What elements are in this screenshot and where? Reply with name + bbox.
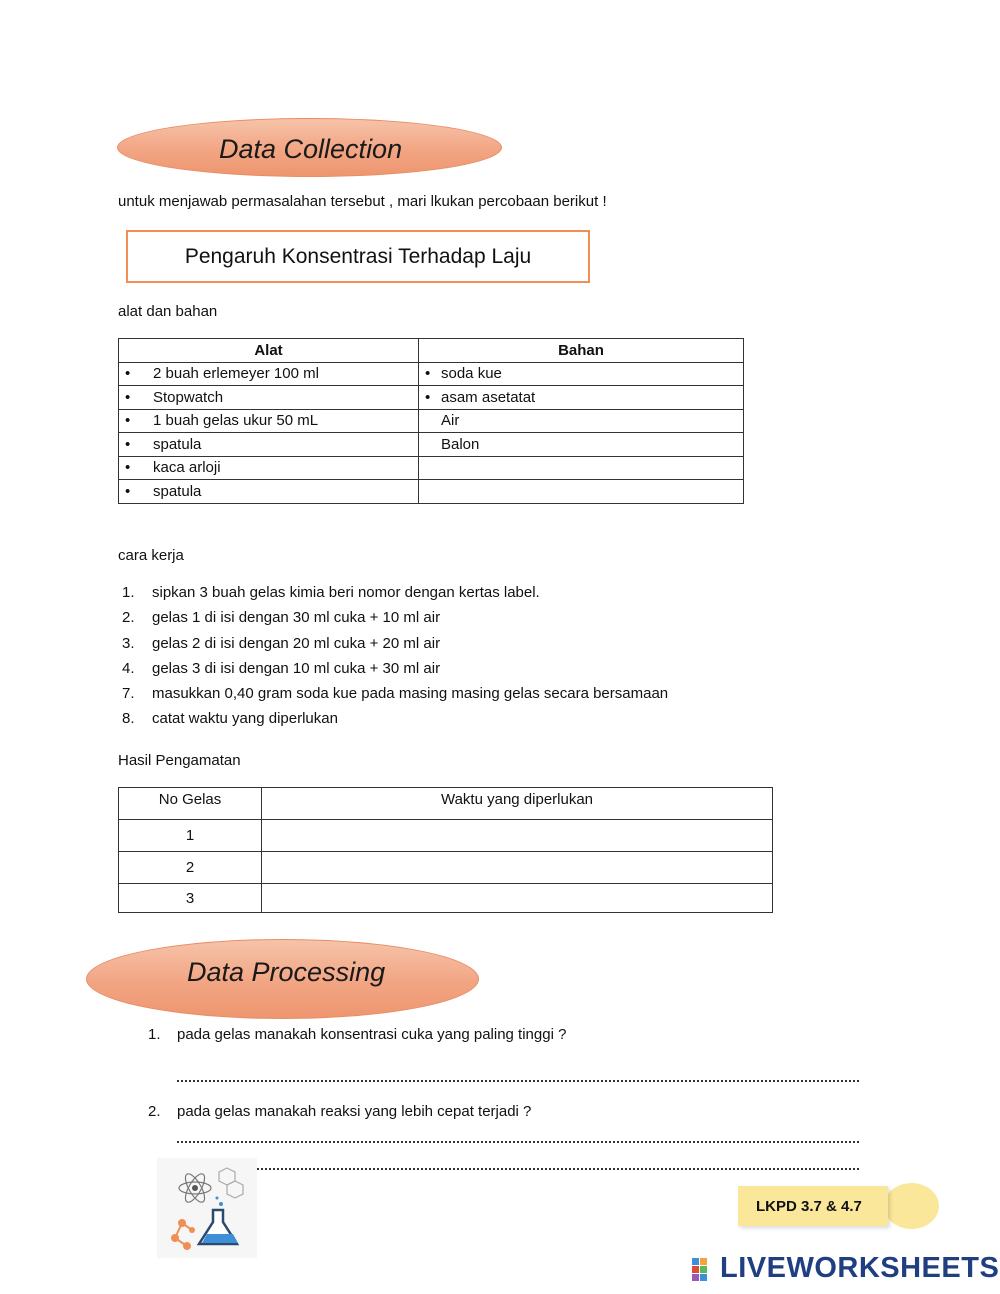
experiment-title: Pengaruh Konsentrasi Terhadap Laju [126, 230, 590, 283]
liveworksheets-logo-icon [692, 1258, 716, 1282]
bullet-icon: • [425, 365, 431, 383]
observation-label: Hasil Pengamatan [118, 752, 241, 769]
column-header-no-gelas: No Gelas [119, 788, 262, 820]
answer-line-1[interactable] [177, 1078, 859, 1082]
answer-line-2b[interactable] [177, 1166, 859, 1170]
procedure-list [122, 582, 668, 734]
bullet-icon: • [125, 365, 131, 383]
column-header-bahan: Bahan [419, 339, 744, 363]
bullet-icon: • [125, 459, 131, 477]
brand-name[interactable]: LIVEWORKSHEETS [720, 1252, 1000, 1284]
question-2: 2. pada gelas manakah reaksi yang lebih cepat terjadi ? [148, 1103, 532, 1120]
chemistry-illustration-icon [157, 1158, 257, 1258]
bullet-icon: • [125, 482, 131, 500]
bullet-icon: • [125, 412, 131, 430]
waktu-input-cell[interactable] [262, 852, 773, 884]
section-title-data-collection: Data Collection [219, 134, 403, 164]
table-row [119, 362, 744, 386]
list-item: 7. masukkan 0,40 gram soda kue pada masing masing gelas secara bersamaan [122, 685, 669, 703]
alat-cell: Stopwatch [153, 388, 224, 406]
no-gelas-cell: 3 [119, 884, 262, 913]
alat-cell: spatula [153, 435, 202, 453]
waktu-input-cell[interactable] [262, 884, 773, 913]
answer-line-2a[interactable] [177, 1139, 859, 1143]
table-header-row [119, 788, 773, 820]
table-row [119, 456, 744, 480]
table-row [119, 480, 744, 504]
bullet-icon: • [125, 388, 131, 406]
list-item: 3. gelas 2 di isi dengan 20 ml cuka + 20 ml air [122, 634, 441, 652]
bullet-icon: • [425, 388, 431, 406]
table-row [119, 386, 744, 410]
table-row [119, 820, 773, 852]
badge-circle-decoration [884, 1183, 939, 1229]
table-row [119, 852, 773, 884]
alat-cell: spatula [153, 482, 202, 500]
question-1: 1. pada gelas manakah konsentrasi cuka yang paling tinggi ? [148, 1026, 567, 1043]
table-row [119, 409, 744, 433]
section-title-data-processing: Data Processing [187, 957, 386, 987]
observation-table [118, 787, 773, 913]
waktu-input-cell[interactable] [262, 820, 773, 852]
bullet-icon: • [125, 435, 131, 453]
bahan-cell: soda kue [441, 365, 502, 383]
alat-cell: kaca arloji [153, 459, 221, 477]
bahan-cell: Air [441, 412, 460, 430]
bahan-cell: asam asetatat [441, 388, 536, 406]
list-item: 8. catat waktu yang diperlukan [122, 710, 338, 728]
list-item: 4. gelas 3 di isi dengan 10 ml cuka + 30 ml air [122, 659, 441, 677]
table-row [119, 433, 744, 457]
materials-table [118, 338, 744, 504]
no-gelas-cell: 2 [119, 852, 262, 884]
list-item: 1. sipkan 3 buah gelas kimia beri nomor dengan kertas label. [122, 584, 540, 601]
bahan-cell: Balon [441, 435, 480, 453]
no-gelas-cell: 1 [119, 820, 262, 852]
materials-label: alat dan bahan [118, 303, 218, 320]
intro-text: untuk menjawab permasalahan tersebut , mari lkukan percobaan berikut ! [118, 193, 607, 210]
table-row [119, 884, 773, 913]
alat-cell: 1 buah gelas ukur 50 mL [153, 412, 319, 430]
procedure-label: cara kerja [118, 547, 184, 564]
alat-cell: 2 buah erlemeyer 100 ml [153, 365, 319, 383]
column-header-alat: Alat [119, 339, 419, 363]
list-item: 2. gelas 1 di isi dengan 30 ml cuka + 10 ml air [122, 609, 441, 627]
table-header-row [119, 339, 744, 363]
column-header-waktu: Waktu yang diperlukan [262, 788, 773, 820]
lkpd-badge: LKPD 3.7 & 4.7 [738, 1186, 888, 1226]
